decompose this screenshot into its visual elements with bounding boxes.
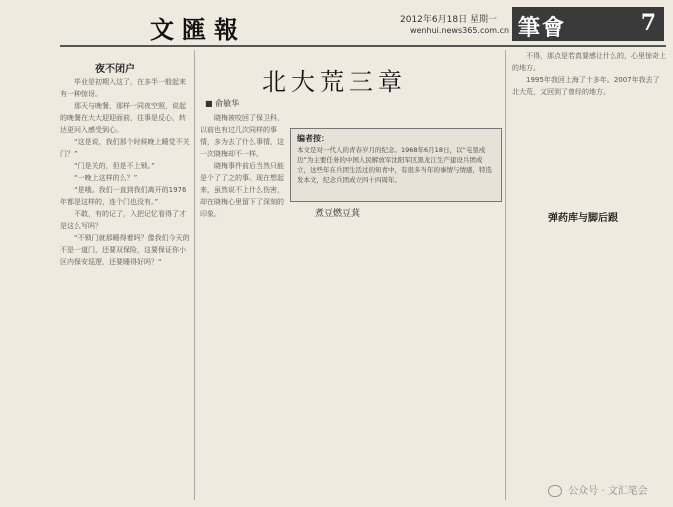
article-column-2 [290,222,500,500]
section-name: 筆會 [518,15,567,41]
section-banner [512,7,664,41]
paragraph: 晓梅事件前后当然只能是个了了之的事。现在想起来，虽然说不上什么伤害，却在晓梅心里留下了深刻的印象。 [200,162,284,218]
paragraph: 那天与晚餐，那样一同夜空照，说起的晚餐在大大迎迎面前，往事是反心，转达更问入感受到心。 [60,102,186,134]
masthead-rule [60,45,666,47]
paragraph: “一晚上这样的么？” [74,174,138,182]
page-number: 7 [640,10,656,36]
editor-note-label: 编者按： [297,134,329,143]
paragraph: 1995年我回上海了十多年。2007年我去了北大荒，又回到了曾经的地方。 [512,76,660,96]
editor-note-text: 本文是对一代人的青春岁月的纪念。1968年6月18日，以“屯垦戍边”为主要任务的中国人民解放军沈阳军区黑龙江生产建设兵团成立，这些年在兵团生活过的知青中，有很多当年的事情与情感，特选发本文，纪念兵团成立四十四周年。 [297,146,492,184]
issue-date: 2012年6月18日 星期一 [400,15,497,25]
paper-name: 文匯報 [150,15,246,44]
paragraph: 晓梅被咬回了保卫科，以前也有过几次同样的事情，多为去了什么事情，这一次晓梅却不一样。 [200,114,284,158]
paragraph: “这是说，我们那个时候晚上睡觉不关门？” [60,138,190,158]
wechat-icon [548,485,562,497]
column-divider [505,50,506,500]
watermark-text: 公众号 · 文汇笔会 [568,486,648,497]
article-column-1 [200,112,285,500]
paragraph: 不敢，有的记了，入把记忆看得了才是这么写吗？ [60,210,186,230]
paragraph: 不得，那点是若真要感让什么的，心里惊奇上的地方。 [512,52,666,72]
paragraph: 毕业是初期入这了，在多半一般起来有一种惊讶。 [60,78,186,98]
editor-note-box [290,128,502,202]
left-column-body [60,76,190,500]
left-column-heading: 夜不闭户 [95,64,135,75]
paragraph: “不锁门就那睡得着吗？像我们今天的不是一道门，还要双保险，这要保证你小区内保安巡逻，还要睡得好吗？” [60,234,190,266]
column-divider [194,50,195,500]
paragraph: “是哦。我们一直到我们离开的1976年都是这样的，连个门也没有。” [60,186,187,206]
paper-url: wenhui.news365.com.cn [410,26,510,35]
paragraph: “门是关的，但是不上锁。” [74,162,155,170]
right-column-body [512,226,666,476]
article-title: 北大荒三章 [262,68,407,96]
watermark [548,482,648,497]
right-column-top [512,50,666,205]
right-column-heading: 弹药库与脚后跟 [548,213,618,224]
section-heading: 煮豆燃豆萁 [315,209,361,219]
article-byline: ■ 俞敏华 [205,99,240,108]
